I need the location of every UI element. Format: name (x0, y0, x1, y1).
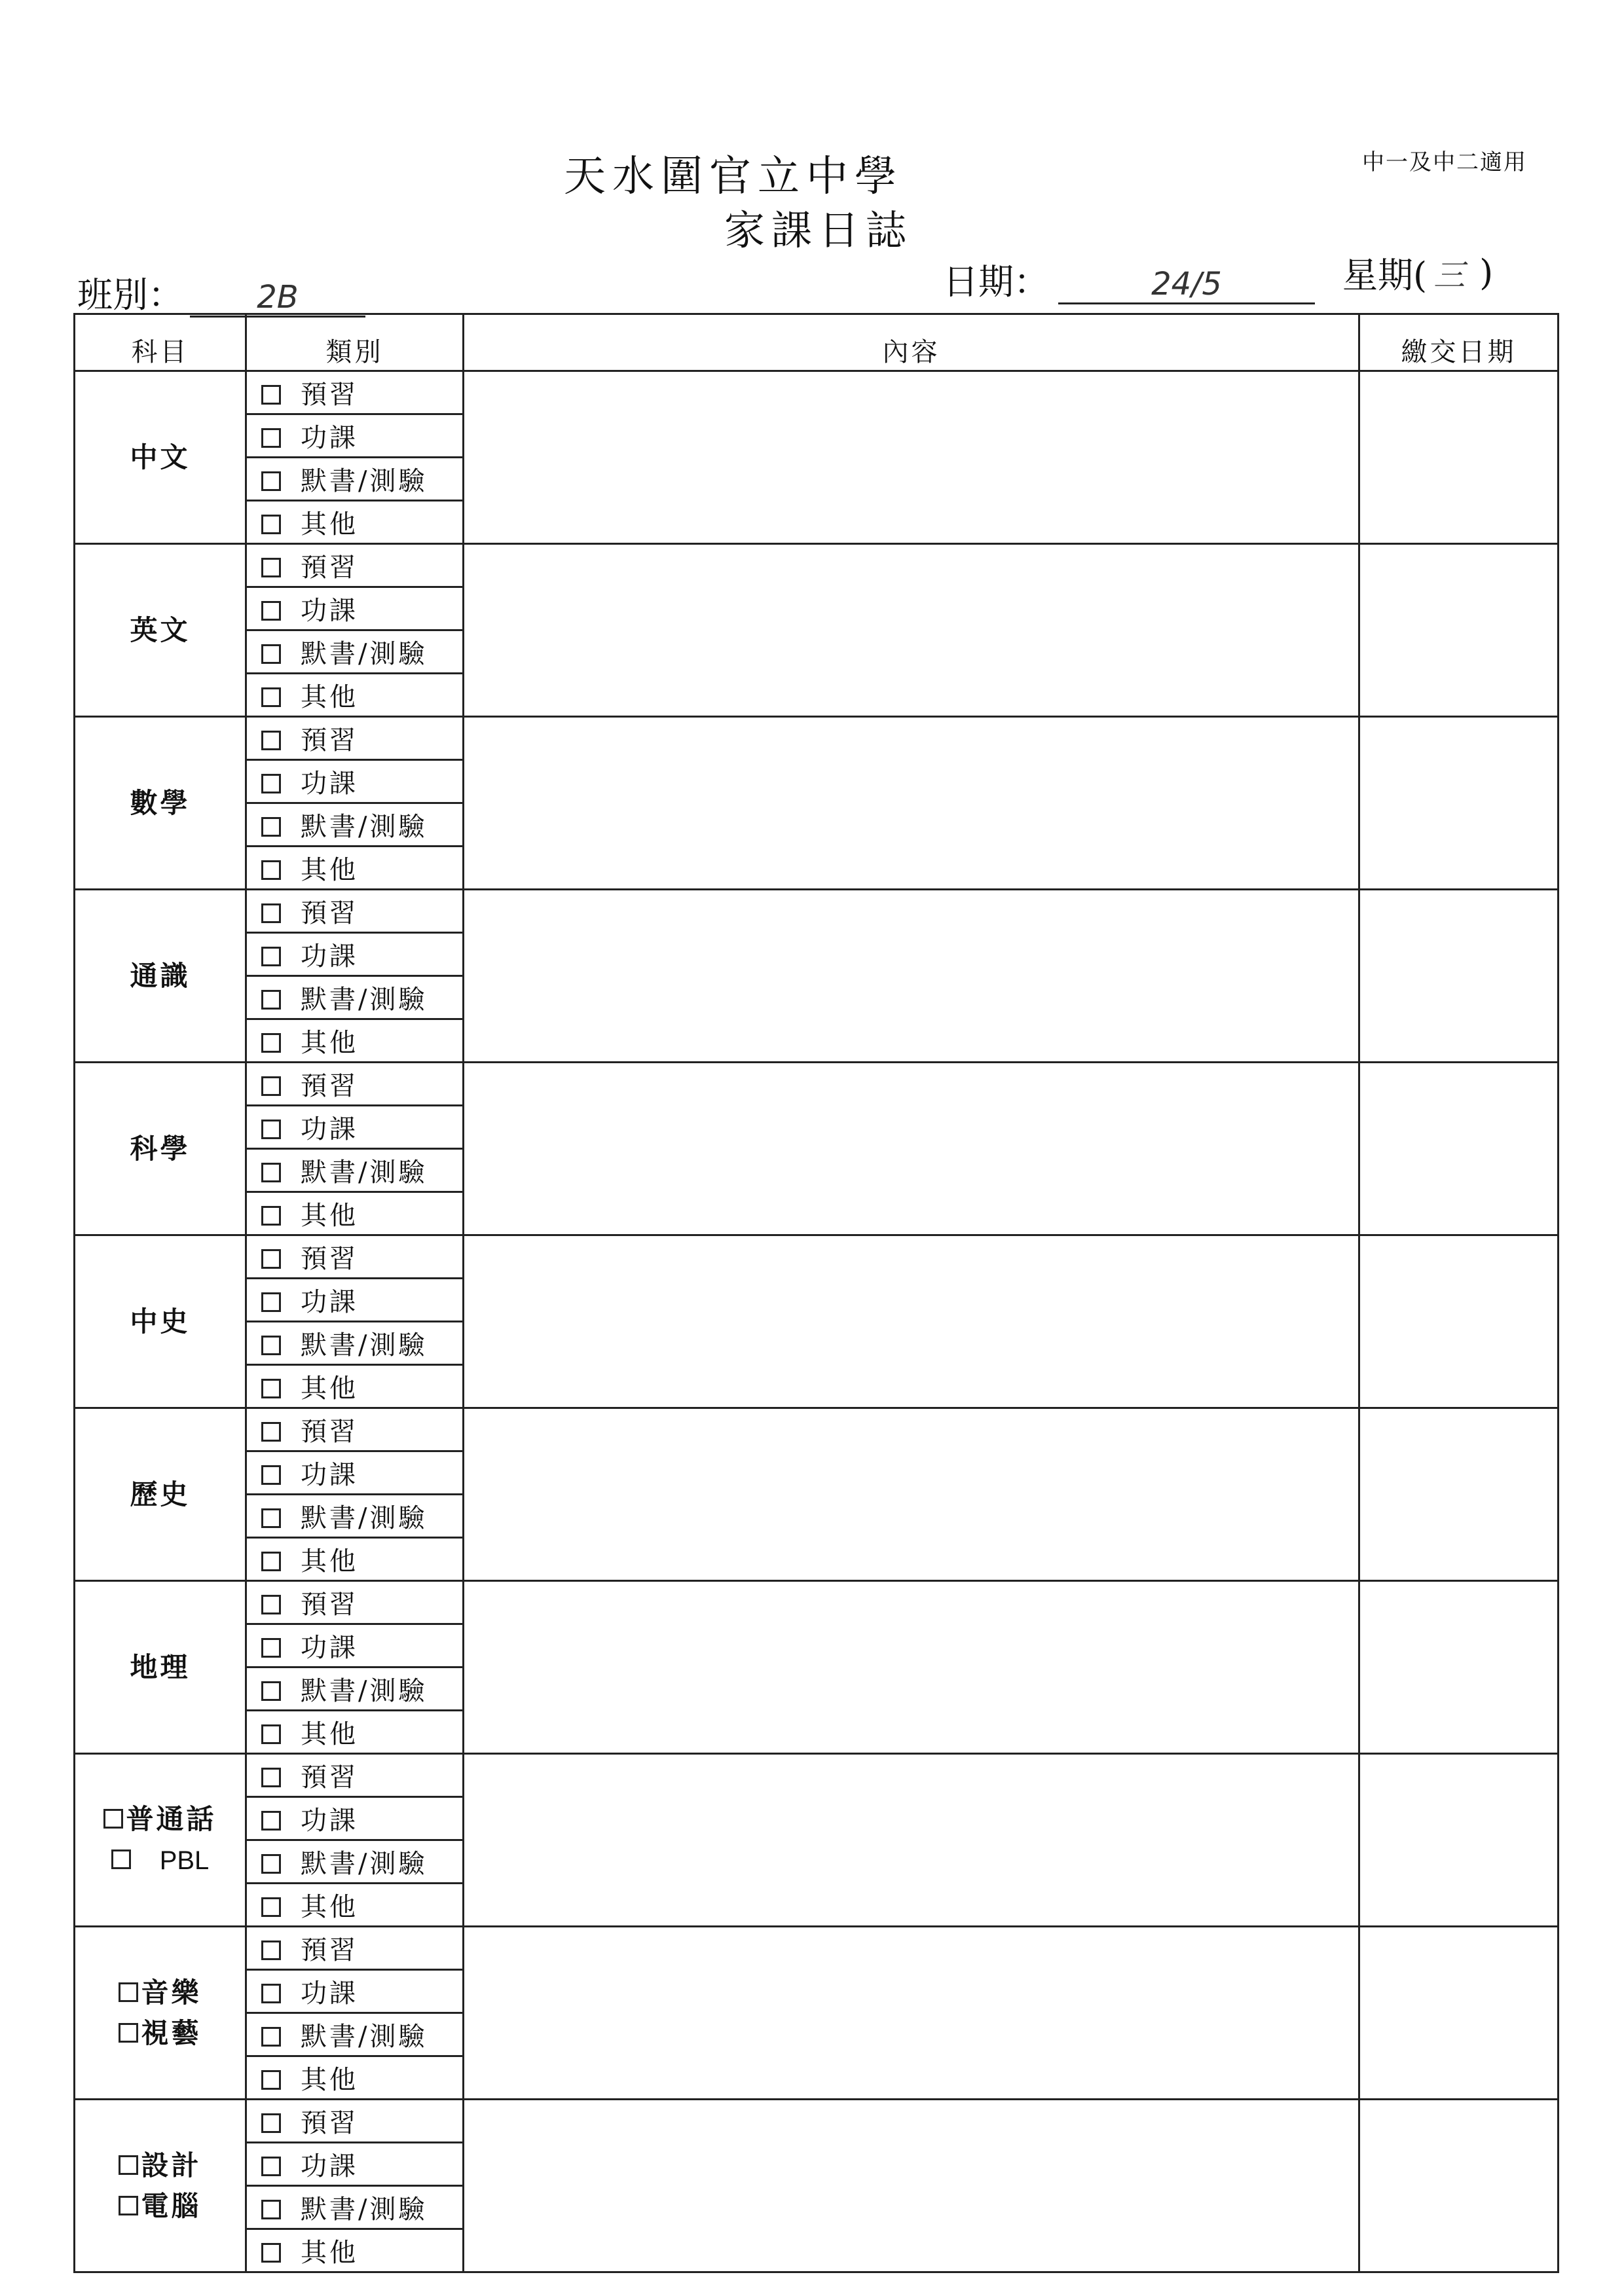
category-label: 默書/測驗 (301, 1503, 428, 1533)
subject-checkbox[interactable] (103, 1809, 123, 1829)
category-label: 默書/測驗 (301, 2195, 428, 2225)
due-date-cell[interactable] (1359, 890, 1559, 1063)
category-checkbox[interactable] (261, 1984, 281, 2003)
weekday-field (1342, 247, 1493, 298)
category-checkbox[interactable] (261, 1033, 281, 1053)
subject-line (75, 783, 245, 824)
category-checkbox[interactable] (261, 1163, 281, 1182)
category-label: 預習 (301, 380, 358, 410)
category-label: 預習 (301, 1935, 358, 1965)
category-cell (246, 1063, 464, 1106)
category-cell (246, 2143, 464, 2186)
subject-name: 數學 (130, 786, 191, 819)
subject-name: 地理 (130, 1650, 191, 1683)
category-cell (246, 1019, 464, 1063)
table-row (75, 1408, 1559, 1451)
subject-line (75, 1647, 245, 1688)
subject-name: 科學 (130, 1132, 191, 1165)
category-checkbox[interactable] (261, 1422, 281, 1442)
form-title-text: 家課日誌 (724, 206, 913, 254)
due-date-cell[interactable] (1359, 1581, 1559, 1754)
category-checkbox[interactable] (261, 1508, 281, 1528)
category-checkbox[interactable] (261, 1120, 281, 1139)
category-cell (246, 1106, 464, 1149)
category-cell (246, 2186, 464, 2229)
date-value[interactable]: 24/5 (1058, 266, 1315, 304)
subject-line (75, 1840, 245, 1881)
table-row (75, 1063, 1559, 1106)
subject-name: 視藝 (141, 2016, 202, 2049)
subject-cell (75, 1754, 246, 1927)
category-label: 功課 (301, 941, 358, 972)
category-label: 功課 (301, 596, 358, 626)
weekday-close: ) (1479, 252, 1494, 293)
content-cell[interactable] (464, 1581, 1359, 1754)
content-cell[interactable] (464, 890, 1359, 1063)
category-checkbox[interactable] (261, 558, 281, 577)
table-row (75, 1581, 1559, 1624)
subject-line (75, 2186, 245, 2227)
subject-cell (75, 1581, 246, 1754)
class-field (77, 267, 365, 318)
category-checkbox[interactable] (261, 1854, 281, 1874)
weekday-label: 星期( (1342, 255, 1428, 296)
category-cell (246, 803, 464, 847)
category-cell (246, 458, 464, 501)
content-cell[interactable] (464, 2100, 1359, 2272)
table-header-row (75, 314, 1559, 371)
category-label: 功課 (301, 1633, 358, 1663)
category-label: 默書/測驗 (301, 639, 428, 669)
subject-checkbox[interactable] (119, 1982, 138, 2002)
subject-checkbox[interactable] (119, 2023, 138, 2043)
table-row (75, 2100, 1559, 2143)
category-cell (246, 630, 464, 674)
category-checkbox[interactable] (261, 428, 281, 448)
category-label: 其他 (301, 682, 358, 712)
subject-line (75, 1799, 245, 1840)
category-checkbox[interactable] (261, 990, 281, 1010)
category-label: 預習 (301, 553, 358, 583)
category-checkbox[interactable] (261, 903, 281, 923)
category-cell (246, 1711, 464, 1754)
school-name-text: 天水圍官立中學 (564, 153, 903, 201)
category-label: 默書/測驗 (301, 1330, 428, 1360)
table-row (75, 717, 1559, 760)
table-row (75, 1235, 1559, 1279)
category-label: 預習 (301, 1762, 358, 1793)
subject-name: 通識 (130, 959, 191, 992)
subject-line (75, 1129, 245, 1169)
subject-line (75, 437, 245, 478)
content-cell[interactable] (464, 544, 1359, 717)
category-label: 功課 (301, 1287, 358, 1317)
category-cell (246, 1927, 464, 1970)
category-cell (246, 1495, 464, 1538)
subject-name: 電腦 (141, 2189, 202, 2222)
due-date-cell[interactable] (1359, 1235, 1559, 1408)
category-checkbox[interactable] (261, 601, 281, 621)
due-date-cell[interactable] (1359, 544, 1559, 717)
category-cell (246, 1279, 464, 1322)
column-header-category: 類別 (246, 314, 464, 371)
subject-name: 英文 (130, 613, 191, 646)
category-checkbox[interactable] (261, 947, 281, 966)
subject-checkbox[interactable] (119, 2155, 138, 2175)
category-checkbox[interactable] (261, 774, 281, 793)
subject-name: 歷史 (130, 1478, 191, 1510)
homework-table (73, 313, 1559, 2273)
category-label: 預習 (301, 1417, 358, 1447)
column-header-content: 內容 (464, 314, 1359, 371)
category-label: 預習 (301, 1071, 358, 1101)
subject-checkbox[interactable] (111, 1850, 131, 1869)
category-cell (246, 760, 464, 803)
category-label: 默書/測驗 (301, 2022, 428, 2052)
category-checkbox[interactable] (261, 515, 281, 534)
due-date-cell[interactable] (1359, 1408, 1559, 1581)
subject-cell (75, 1063, 246, 1235)
category-checkbox[interactable] (261, 817, 281, 837)
due-date-cell[interactable] (1359, 1063, 1559, 1235)
category-checkbox[interactable] (261, 1206, 281, 1226)
subject-line (75, 2145, 245, 2186)
category-checkbox[interactable] (261, 1552, 281, 1571)
category-label: 其他 (301, 1719, 358, 1749)
table-row (75, 1754, 1559, 1797)
category-label: 默書/測驗 (301, 1676, 428, 1706)
category-label: 預習 (301, 2108, 358, 2138)
table-row (75, 890, 1559, 933)
category-checkbox[interactable] (261, 2157, 281, 2176)
table-row (75, 1927, 1559, 1970)
subject-line (75, 1302, 245, 1342)
category-label: 默書/測驗 (301, 812, 428, 842)
category-cell (246, 1754, 464, 1797)
category-label: 默書/測驗 (301, 466, 428, 496)
category-cell (246, 414, 464, 458)
category-checkbox[interactable] (261, 1681, 281, 1701)
table-row (75, 371, 1559, 414)
category-cell (246, 1840, 464, 1884)
category-label: 其他 (301, 855, 358, 885)
subject-name: 中史 (130, 1305, 191, 1338)
category-checkbox[interactable] (261, 1076, 281, 1096)
category-cell (246, 1538, 464, 1581)
category-checkbox[interactable] (261, 2070, 281, 2090)
category-label: 其他 (301, 2238, 358, 2268)
weekday-value[interactable]: 三 (1433, 257, 1466, 294)
category-cell (246, 2013, 464, 2056)
category-cell (246, 674, 464, 717)
category-checkbox[interactable] (261, 471, 281, 491)
category-label: 功課 (301, 2151, 358, 2181)
category-checkbox[interactable] (261, 860, 281, 880)
category-checkbox[interactable] (261, 1336, 281, 1355)
category-cell (246, 1797, 464, 1840)
table-row (75, 544, 1559, 587)
category-label: 功課 (301, 1114, 358, 1144)
category-label: 其他 (301, 1374, 358, 1404)
category-cell (246, 1235, 464, 1279)
category-label: 默書/測驗 (301, 1849, 428, 1879)
category-label: 功課 (301, 1978, 358, 2009)
category-checkbox[interactable] (261, 687, 281, 707)
category-cell (246, 1322, 464, 1365)
category-checkbox[interactable] (261, 2027, 281, 2047)
category-cell (246, 1408, 464, 1451)
due-date-cell[interactable] (1359, 1927, 1559, 2100)
subject-cell (75, 890, 246, 1063)
subject-cell (75, 717, 246, 890)
category-checkbox[interactable] (261, 1465, 281, 1485)
category-cell (246, 1884, 464, 1927)
category-cell (246, 501, 464, 544)
subject-cell (75, 2100, 246, 2272)
category-cell (246, 371, 464, 414)
due-date-cell[interactable] (1359, 717, 1559, 890)
category-cell (246, 1149, 464, 1192)
subject-line (75, 1474, 245, 1515)
date-label: 日期： (943, 261, 1049, 302)
category-checkbox[interactable] (261, 1941, 281, 1960)
subject-name: 音樂 (141, 1976, 202, 2009)
subject-cell (75, 1927, 246, 2100)
column-header-due: 繳交日期 (1359, 314, 1559, 371)
category-cell (246, 587, 464, 630)
category-checkbox[interactable] (261, 1638, 281, 1658)
content-cell[interactable] (464, 1408, 1359, 1581)
category-checkbox[interactable] (261, 1292, 281, 1312)
category-checkbox[interactable] (261, 2243, 281, 2263)
subject-cell (75, 544, 246, 717)
due-date-cell[interactable] (1359, 371, 1559, 544)
category-label: 功課 (301, 769, 358, 799)
category-label: 功課 (301, 423, 358, 453)
category-checkbox[interactable] (261, 1595, 281, 1614)
category-label: 預習 (301, 1590, 358, 1620)
due-date-cell[interactable] (1359, 1754, 1559, 1927)
subject-line (75, 956, 245, 996)
category-checkbox[interactable] (261, 2200, 281, 2219)
subject-name: 普通話 (126, 1803, 217, 1835)
column-header-subject: 科目 (75, 314, 246, 371)
category-label: 默書/測驗 (301, 985, 428, 1015)
category-checkbox[interactable] (261, 1768, 281, 1787)
category-cell (246, 1365, 464, 1408)
category-cell (246, 976, 464, 1019)
due-date-cell[interactable] (1359, 2100, 1559, 2272)
category-checkbox[interactable] (261, 1379, 281, 1398)
subject-name: 中文 (130, 441, 191, 473)
category-checkbox[interactable] (261, 1249, 281, 1269)
category-label: 默書/測驗 (301, 1157, 428, 1188)
category-cell (246, 1970, 464, 2013)
category-label: 其他 (301, 1028, 358, 1058)
category-label: 功課 (301, 1460, 358, 1490)
category-cell (246, 1667, 464, 1711)
content-cell[interactable] (464, 717, 1359, 890)
category-label: 其他 (301, 1892, 358, 1922)
category-cell (246, 2229, 464, 2272)
category-label: 其他 (301, 1201, 358, 1231)
category-checkbox[interactable] (261, 2113, 281, 2133)
table-body (75, 371, 1559, 2272)
category-cell (246, 1451, 464, 1495)
category-checkbox[interactable] (261, 1724, 281, 1744)
subject-line (75, 2013, 245, 2054)
subject-cell (75, 1408, 246, 1581)
class-label: 班別： (77, 274, 183, 316)
date-field (943, 254, 1315, 304)
category-checkbox[interactable] (261, 644, 281, 664)
subject-checkbox[interactable] (119, 2196, 138, 2215)
category-label: 其他 (301, 509, 358, 539)
category-checkbox[interactable] (261, 1811, 281, 1831)
category-checkbox[interactable] (261, 385, 281, 405)
subject-cell (75, 371, 246, 544)
category-label: 預習 (301, 1244, 358, 1274)
content-cell[interactable] (464, 1235, 1359, 1408)
category-checkbox[interactable] (261, 731, 281, 750)
category-label: 其他 (301, 1546, 358, 1576)
content-cell[interactable] (464, 1927, 1359, 2100)
category-cell (246, 2056, 464, 2100)
category-cell (246, 1581, 464, 1624)
category-cell (246, 1624, 464, 1667)
category-cell (246, 847, 464, 890)
category-label: 預習 (301, 725, 358, 756)
class-value[interactable]: 2B (190, 279, 365, 318)
subject-line (75, 1973, 245, 2013)
category-label: 預習 (301, 898, 358, 928)
category-label: 其他 (301, 2065, 358, 2095)
content-cell[interactable] (464, 1754, 1359, 1927)
category-cell (246, 1192, 464, 1235)
category-cell (246, 544, 464, 587)
school-name (0, 143, 1624, 203)
category-cell (246, 933, 464, 976)
applicability-note: 中一及中二適用 (1362, 149, 1527, 175)
category-cell (246, 717, 464, 760)
subject-cell (75, 1235, 246, 1408)
category-label: 功課 (301, 1806, 358, 1836)
content-cell[interactable] (464, 1063, 1359, 1235)
category-cell (246, 2100, 464, 2143)
subject-name: PBL (159, 1846, 210, 1875)
subject-name: 設計 (141, 2149, 202, 2181)
subject-line (75, 610, 245, 651)
content-cell[interactable] (464, 371, 1359, 544)
category-checkbox[interactable] (261, 1897, 281, 1917)
category-cell (246, 890, 464, 933)
